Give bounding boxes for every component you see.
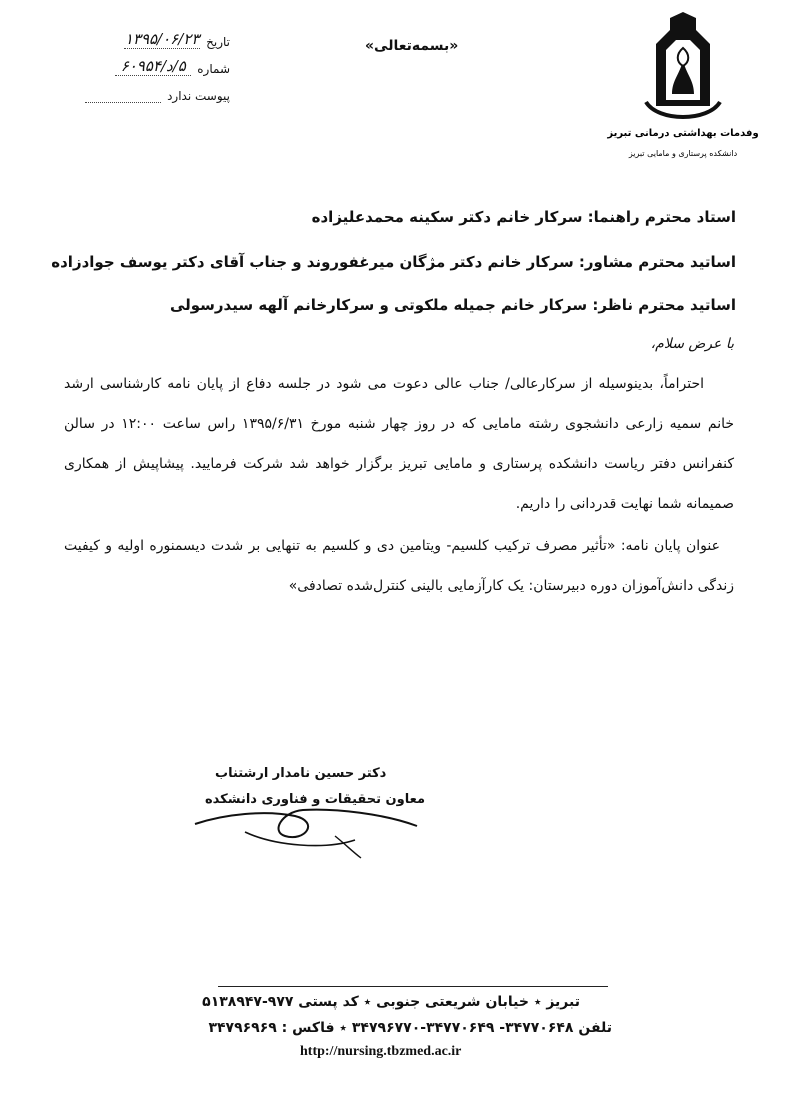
addressee-advisors: اساتید محترم مشاور: سرکار خانم دکتر مژگان میرغفوروند و جناب آقای دکتر یوسف جوادزاده <box>51 253 736 271</box>
footer-divider <box>218 986 608 987</box>
addressee-supervisor: استاد محترم راهنما: سرکار خانم دکتر سکینه محمدعلیزاده <box>311 208 736 226</box>
date-label: تاریخ <box>206 35 230 49</box>
letter-meta <box>70 22 230 103</box>
footer-address: تبریز ٭ خیابان شریعتی جنوبی ٭ کد پستی ۹۷۷-۵۱۳۸۹۴۷ <box>202 994 580 1010</box>
number-value: ۵/د/۶۰۹۵۴ <box>115 57 191 76</box>
attachment-label: پیوست ندارد <box>167 89 230 103</box>
number-row <box>70 49 230 76</box>
footer-website[interactable]: http://nursing.tbzmed.ac.ir <box>300 1044 462 1059</box>
university-logo <box>607 10 759 172</box>
footer-phones: تلفن ۳۴۷۷۰۶۴۸- ۳۴۷۷۰۶۴۹-۳۴۷۹۶۷۷۰ ٭ فاکس : ۳۴۷۹۶۹۶۹ <box>208 1020 612 1036</box>
thesis-title-paragraph: عنوان پایان نامه: «تأثیر مصرف ترکیب کلسیم- ویتامین دی و کلسیم به تنهایی بر شدت دیسمنوره اولیه و کیفیت زندگی دانش‌آموزان دوره دبیرستان: یک کارآزمایی بالینی کنترل‌شده تصادفی» <box>64 538 734 594</box>
date-row <box>70 22 230 49</box>
invitation-paragraph: احتراماً، بدینوسیله از سرکارعالی/ جناب عالی دعوت می شود در جلسه دفاع از پایان نامه کارشناسی ارشد خانم سمیه زارعی دانشجوی رشته مامایی که در روز چهار شنبه مورخ ۱۳۹۵/۶/۳۱ راس ساعت ۱۲:۰۰ در سالن کنفرانس دفتر ریاست دانشکده پرستاری و مامایی تبریز برگزار خواهد شد شرکت فرمایید. پیشاپیش از همکاری صمیمانه شما نهایت قدردانی را داریم. <box>64 376 735 512</box>
attachment-blank <box>85 84 161 103</box>
svg-text:وفدمات بهداشتی درمانی تبریز: وفدمات بهداشتی درمانی تبریز <box>607 128 759 139</box>
attachment-row <box>70 76 230 103</box>
svg-text:دانشکده پرستاری و مامایی تبریز: دانشکده پرستاری و مامایی تبریز <box>628 149 738 158</box>
greeting: با عرض سلام، <box>650 336 734 352</box>
signatory-name: دکتر حسین نامدار ارشتناب <box>215 766 387 781</box>
date-value: ۱۳۹۵/۰۶/۲۳ <box>124 30 200 48</box>
basmala: «بسمه‌تعالی» <box>365 38 459 54</box>
addressee-reviewers: اساتید محترم ناظر: سرکار خانم جمیله ملکوتی و سرکارخانم آلهه سیدرسولی <box>169 296 736 314</box>
handwritten-signature <box>185 780 425 860</box>
signatory-title: معاون تحقیقات و فناوری دانشکده <box>205 792 426 807</box>
number-label: شماره <box>197 62 230 76</box>
